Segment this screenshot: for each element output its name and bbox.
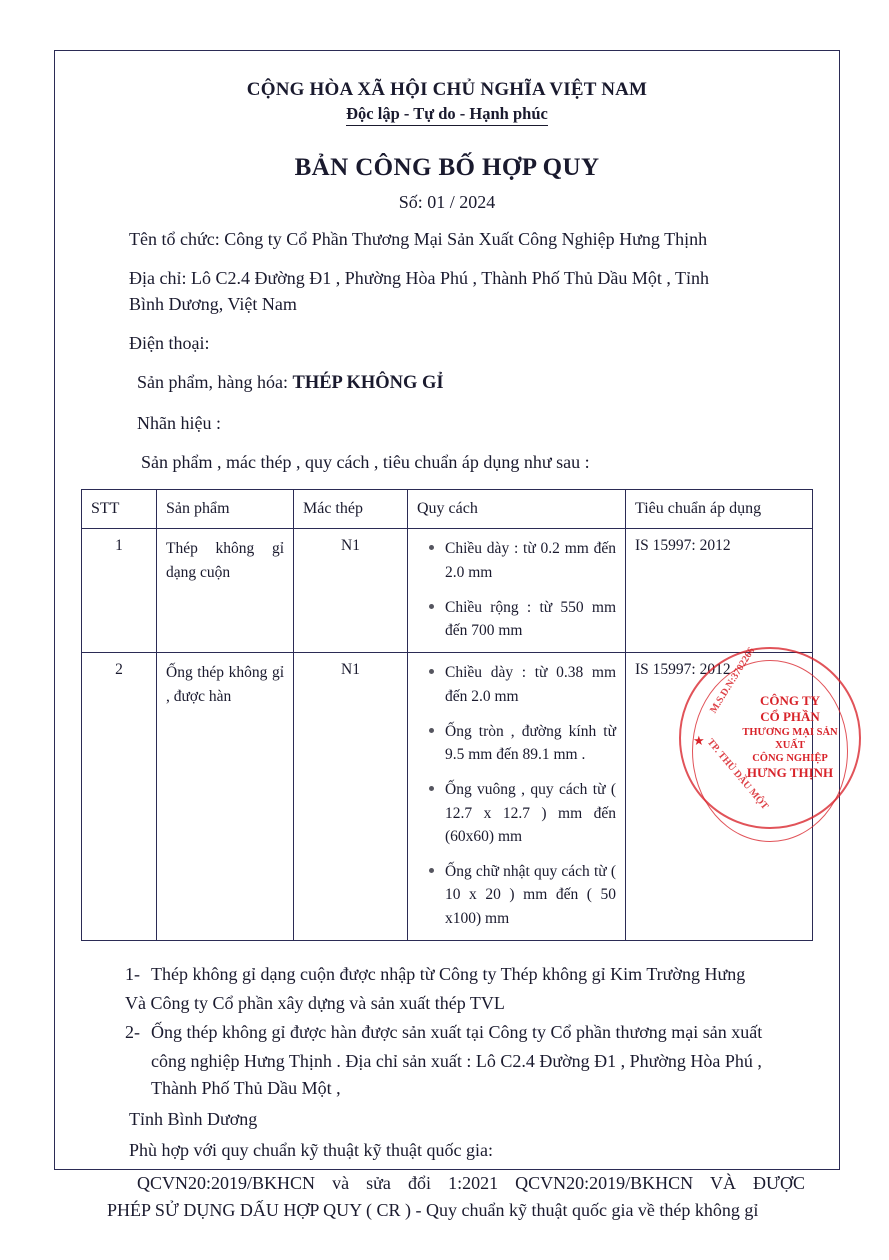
spec-item: Ống tròn , đường kính từ 9.5 mm đến 89.1 mm . [445,720,616,767]
document-title: BẢN CÔNG BỐ HỢP QUY [294,154,600,181]
address-value-line1: Lô C2.4 Đường Đ1 , Phường Hòa Phú , Thành Phố Thủ Dầu Một , Tỉnh [190,268,710,289]
seal-line-4: CÔNG NGHIỆP [752,752,828,764]
conformity-intro: Phù hợp với quy chuẩn kỹ thuật kỹ thuật quốc gia: [129,1139,493,1160]
note-2-continued-2: Thành Phố Thủ Dầu Một , [151,1077,341,1098]
address-label: Địa chỉ: [129,268,191,289]
spec-item: Chiều dày : từ 0.38 mm đến 2.0 mm [445,661,616,708]
seal-line-2: CỔ PHẦN [760,709,820,725]
notes-section [81,961,813,1102]
table-intro: Sản phẩm , mác thép , quy cách , tiêu chuẩn áp dụng như sau : [141,452,590,473]
cell-stt: 1 [82,529,157,653]
conformity-line-2: PHÉP SỬ DỤNG DẤU HỢP QUY ( CR ) - Quy chuẩn kỹ thuật quốc gia về thép không gỉ [107,1199,759,1220]
cell-grade: N1 [294,653,408,941]
header-grade: Mác thép [294,490,408,529]
product-line [81,369,813,397]
organization-line [81,226,813,252]
province-line: Tỉnh Bình Dương [129,1108,258,1129]
note-1 [125,961,803,988]
cell-spec [408,653,626,941]
note-2-text: Ống thép không gỉ được hàn được sản xuất tại Công ty Cổ phần thương mại sản xuất [151,1021,763,1042]
seal-location-text: TP. THỦ DẦU MỘT [704,736,771,813]
document-page [54,50,840,1220]
note-1-number: 1- [125,963,140,984]
note-1-continued: Và Công ty Cổ phần xây dựng và sản xuất thép TVL [125,992,505,1013]
address-line [81,265,813,317]
organization-value: Công ty Cổ Phần Thương Mại Sản Xuất Công Nghiệp Hưng Thịnh [224,229,708,249]
table-row [82,653,813,941]
table-row [82,529,813,653]
note-2-continued-1: công nghiệp Hưng Thịnh . Địa chỉ sản xuất : Lô C2.4 Đường Đ1 , Phường Hòa Phú , [151,1050,762,1071]
cell-grade: N1 [294,529,408,653]
spec-item: Chiều rộng : từ 550 mm đến 700 mm [445,596,616,643]
conformity-block [81,1170,813,1224]
cell-product-text: Thép không gỉ dạng cuộn [166,540,284,581]
phone-label: Điện thoại: [129,333,210,354]
seal-line-5: HƯNG THỊNH [746,764,834,780]
national-title: CỘNG HÒA XÃ HỘI CHỦ NGHĨA VIỆT NAM [246,79,648,100]
cell-stt: 2 [82,653,157,941]
seal-line-1: CÔNG TY [759,693,821,708]
spec-list [417,537,616,642]
phone-line [81,330,813,356]
seal-star-icon: ★ [693,733,705,748]
spec-item: Ống vuông , quy cách từ ( 12.7 x 12.7 ) mm đến (60x60) mm [445,778,616,848]
national-header [81,79,813,126]
cell-product-text: Ống thép không gỉ , được hàn [166,664,284,705]
header-product: Sản phẩm [157,490,294,529]
header-stt: STT [82,490,157,529]
brand-line [81,410,813,436]
spec-item: Ống chữ nhật quy cách từ ( 10 x 20 ) mm đến ( 50 x100) mm [445,860,616,930]
header-spec: Quy cách [408,490,626,529]
national-motto: Độc lập - Tự do - Hạnh phúc [346,104,548,126]
specification-table [81,489,813,941]
document-body [55,51,839,1220]
organization-label: Tên tổ chức: [129,229,225,249]
note-2 [125,1019,803,1046]
note-1-text: Thép không gỉ dạng cuộn được nhập từ Công ty Thép không gỉ Kim Trường Hưng [151,963,746,984]
cell-standard: IS 15997: 2012 [626,653,813,941]
cell-spec [408,529,626,653]
spec-item: Chiều dày : từ 0.2 mm đến 2.0 mm [445,537,616,584]
seal-registration-number: M.S.D.N:3702266 [708,645,758,716]
seal-line-3: THƯƠNG MẠI SẢN XUẤT [742,726,838,751]
cell-standard: IS 15997: 2012 [626,529,813,653]
product-value: THÉP KHÔNG GỈ [292,373,444,394]
table-header-row [82,490,813,529]
document-number: Số: 01 / 2024 [398,192,496,212]
note-2-number: 2- [125,1021,140,1042]
conformity-line-1: QCVN20:2019/BKHCN và sửa đổi 1:2021 QCVN20:2019/BKHCN VÀ ĐƯỢC [137,1172,805,1193]
product-label: Sản phẩm, hàng hóa: [137,372,293,393]
address-value-line2: Bình Dương, Việt Nam [129,294,297,315]
brand-label: Nhãn hiệu : [137,413,221,434]
cell-product [157,653,294,941]
header-standard: Tiêu chuẩn áp dụng [626,490,813,529]
spec-list [417,661,616,930]
cell-product [157,529,294,653]
